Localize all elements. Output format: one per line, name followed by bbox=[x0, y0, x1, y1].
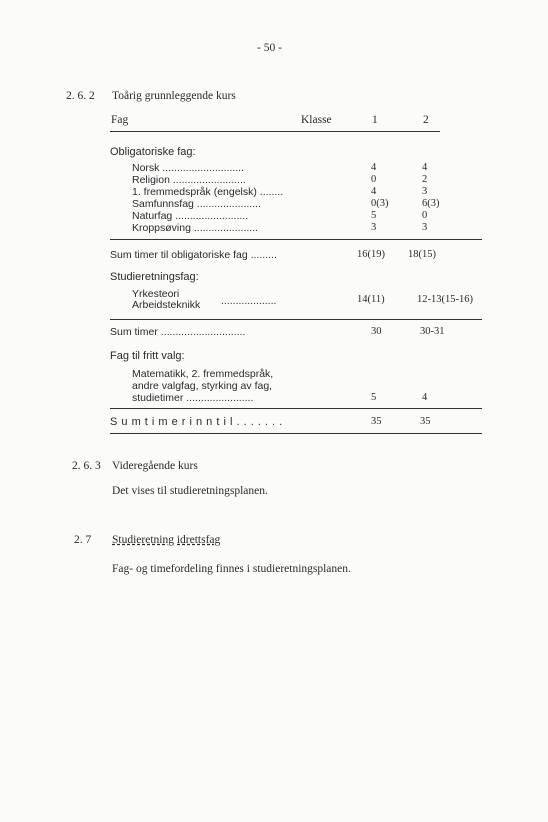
free-y1: 5 bbox=[371, 392, 377, 403]
mandatory-row-y1: 4 bbox=[371, 186, 377, 197]
mandatory-row-label: 1. fremmedspråk (engelsk) ........ bbox=[132, 186, 284, 198]
free-rule bbox=[110, 408, 482, 409]
page-number: - 50 - bbox=[257, 42, 282, 54]
mandatory-row-y2: 3 bbox=[422, 222, 428, 233]
mandatory-row-y2: 2 bbox=[422, 174, 428, 185]
mandatory-row-y1: 5 bbox=[371, 210, 377, 221]
total-rule bbox=[110, 433, 482, 434]
free-line-2: andre valgfag, styrking av fag, bbox=[132, 380, 273, 392]
mandatory-row-label: Norsk ............................ bbox=[132, 162, 245, 174]
free-y2: 4 bbox=[422, 392, 428, 403]
mandatory-row-y2: 4 bbox=[422, 162, 428, 173]
study-heading: Studieretningsfag: bbox=[110, 271, 199, 283]
mandatory-row-y1: 0(3) bbox=[371, 198, 389, 209]
total-y1: 35 bbox=[371, 416, 382, 427]
mandatory-row-label: Naturfag ......................... bbox=[132, 210, 249, 222]
mandatory-row-label: Religion ......................... bbox=[132, 174, 246, 186]
mandatory-row-label: Kroppsøving ...................... bbox=[132, 222, 259, 234]
header-rule bbox=[110, 131, 440, 132]
study-rule bbox=[110, 319, 482, 320]
section-title-2-7: Studieretning idrettsfag bbox=[112, 534, 221, 546]
mandatory-row-y2: 0 bbox=[422, 210, 428, 221]
mandatory-sum-label: Sum timer til obligatoriske fag ......... bbox=[110, 249, 277, 261]
free-line-1: Matematikk, 2. fremmedspråk, bbox=[132, 368, 274, 380]
total-label: S u m t i m e r i n n t i l . . . . . . . bbox=[110, 416, 283, 428]
sum-hours-label: Sum timer ............................. bbox=[110, 326, 246, 338]
study-y2: 12-13(15-16) bbox=[417, 294, 473, 305]
table-header-subject: Fag bbox=[111, 114, 129, 126]
mandatory-sum-y2: 18(15) bbox=[408, 249, 436, 260]
table-header-class: Klasse bbox=[301, 114, 332, 126]
section-number-2-6-2: 2. 6. 2 bbox=[66, 90, 95, 102]
total-y2: 35 bbox=[420, 416, 431, 427]
mandatory-row-label: Samfunnsfag ...................... bbox=[132, 198, 261, 210]
section-text-2-6-3: Det vises til studieretningsplanen. bbox=[112, 485, 268, 497]
mandatory-row-y2: 3 bbox=[422, 186, 428, 197]
sum-hours-y1: 30 bbox=[371, 326, 382, 337]
study-line-yrkesteori: Yrkesteori bbox=[132, 288, 180, 300]
study-dots: ................... bbox=[221, 295, 277, 307]
section-title-2-6-2: Toårig grunnleggende kurs bbox=[112, 90, 236, 102]
free-heading: Fag til fritt valg: bbox=[110, 350, 185, 362]
table-header-year1: 1 bbox=[372, 114, 378, 126]
mandatory-row-y1: 4 bbox=[371, 162, 377, 173]
mandatory-row-y2: 6(3) bbox=[422, 198, 440, 209]
study-y1: 14(11) bbox=[357, 294, 385, 305]
mandatory-sum-y1: 16(19) bbox=[357, 249, 385, 260]
section-number-2-7: 2. 7 bbox=[74, 534, 92, 546]
mandatory-rule bbox=[110, 239, 482, 240]
mandatory-heading: Obligatoriske fag: bbox=[110, 146, 196, 158]
section-number-2-6-3: 2. 6. 3 bbox=[72, 460, 101, 472]
table-header-year2: 2 bbox=[423, 114, 429, 126]
sum-hours-y2: 30-31 bbox=[420, 326, 445, 337]
section-text-2-7: Fag- og timefordeling finnes i studieretningsplanen. bbox=[112, 563, 351, 575]
free-line-3: studietimer ....................... bbox=[132, 392, 254, 404]
mandatory-row-y1: 3 bbox=[371, 222, 377, 233]
section-title-2-6-3: Videregående kurs bbox=[112, 460, 198, 472]
study-line-arbeidsteknikk: Arbeidsteknikk bbox=[132, 299, 201, 311]
mandatory-row-y1: 0 bbox=[371, 174, 377, 185]
